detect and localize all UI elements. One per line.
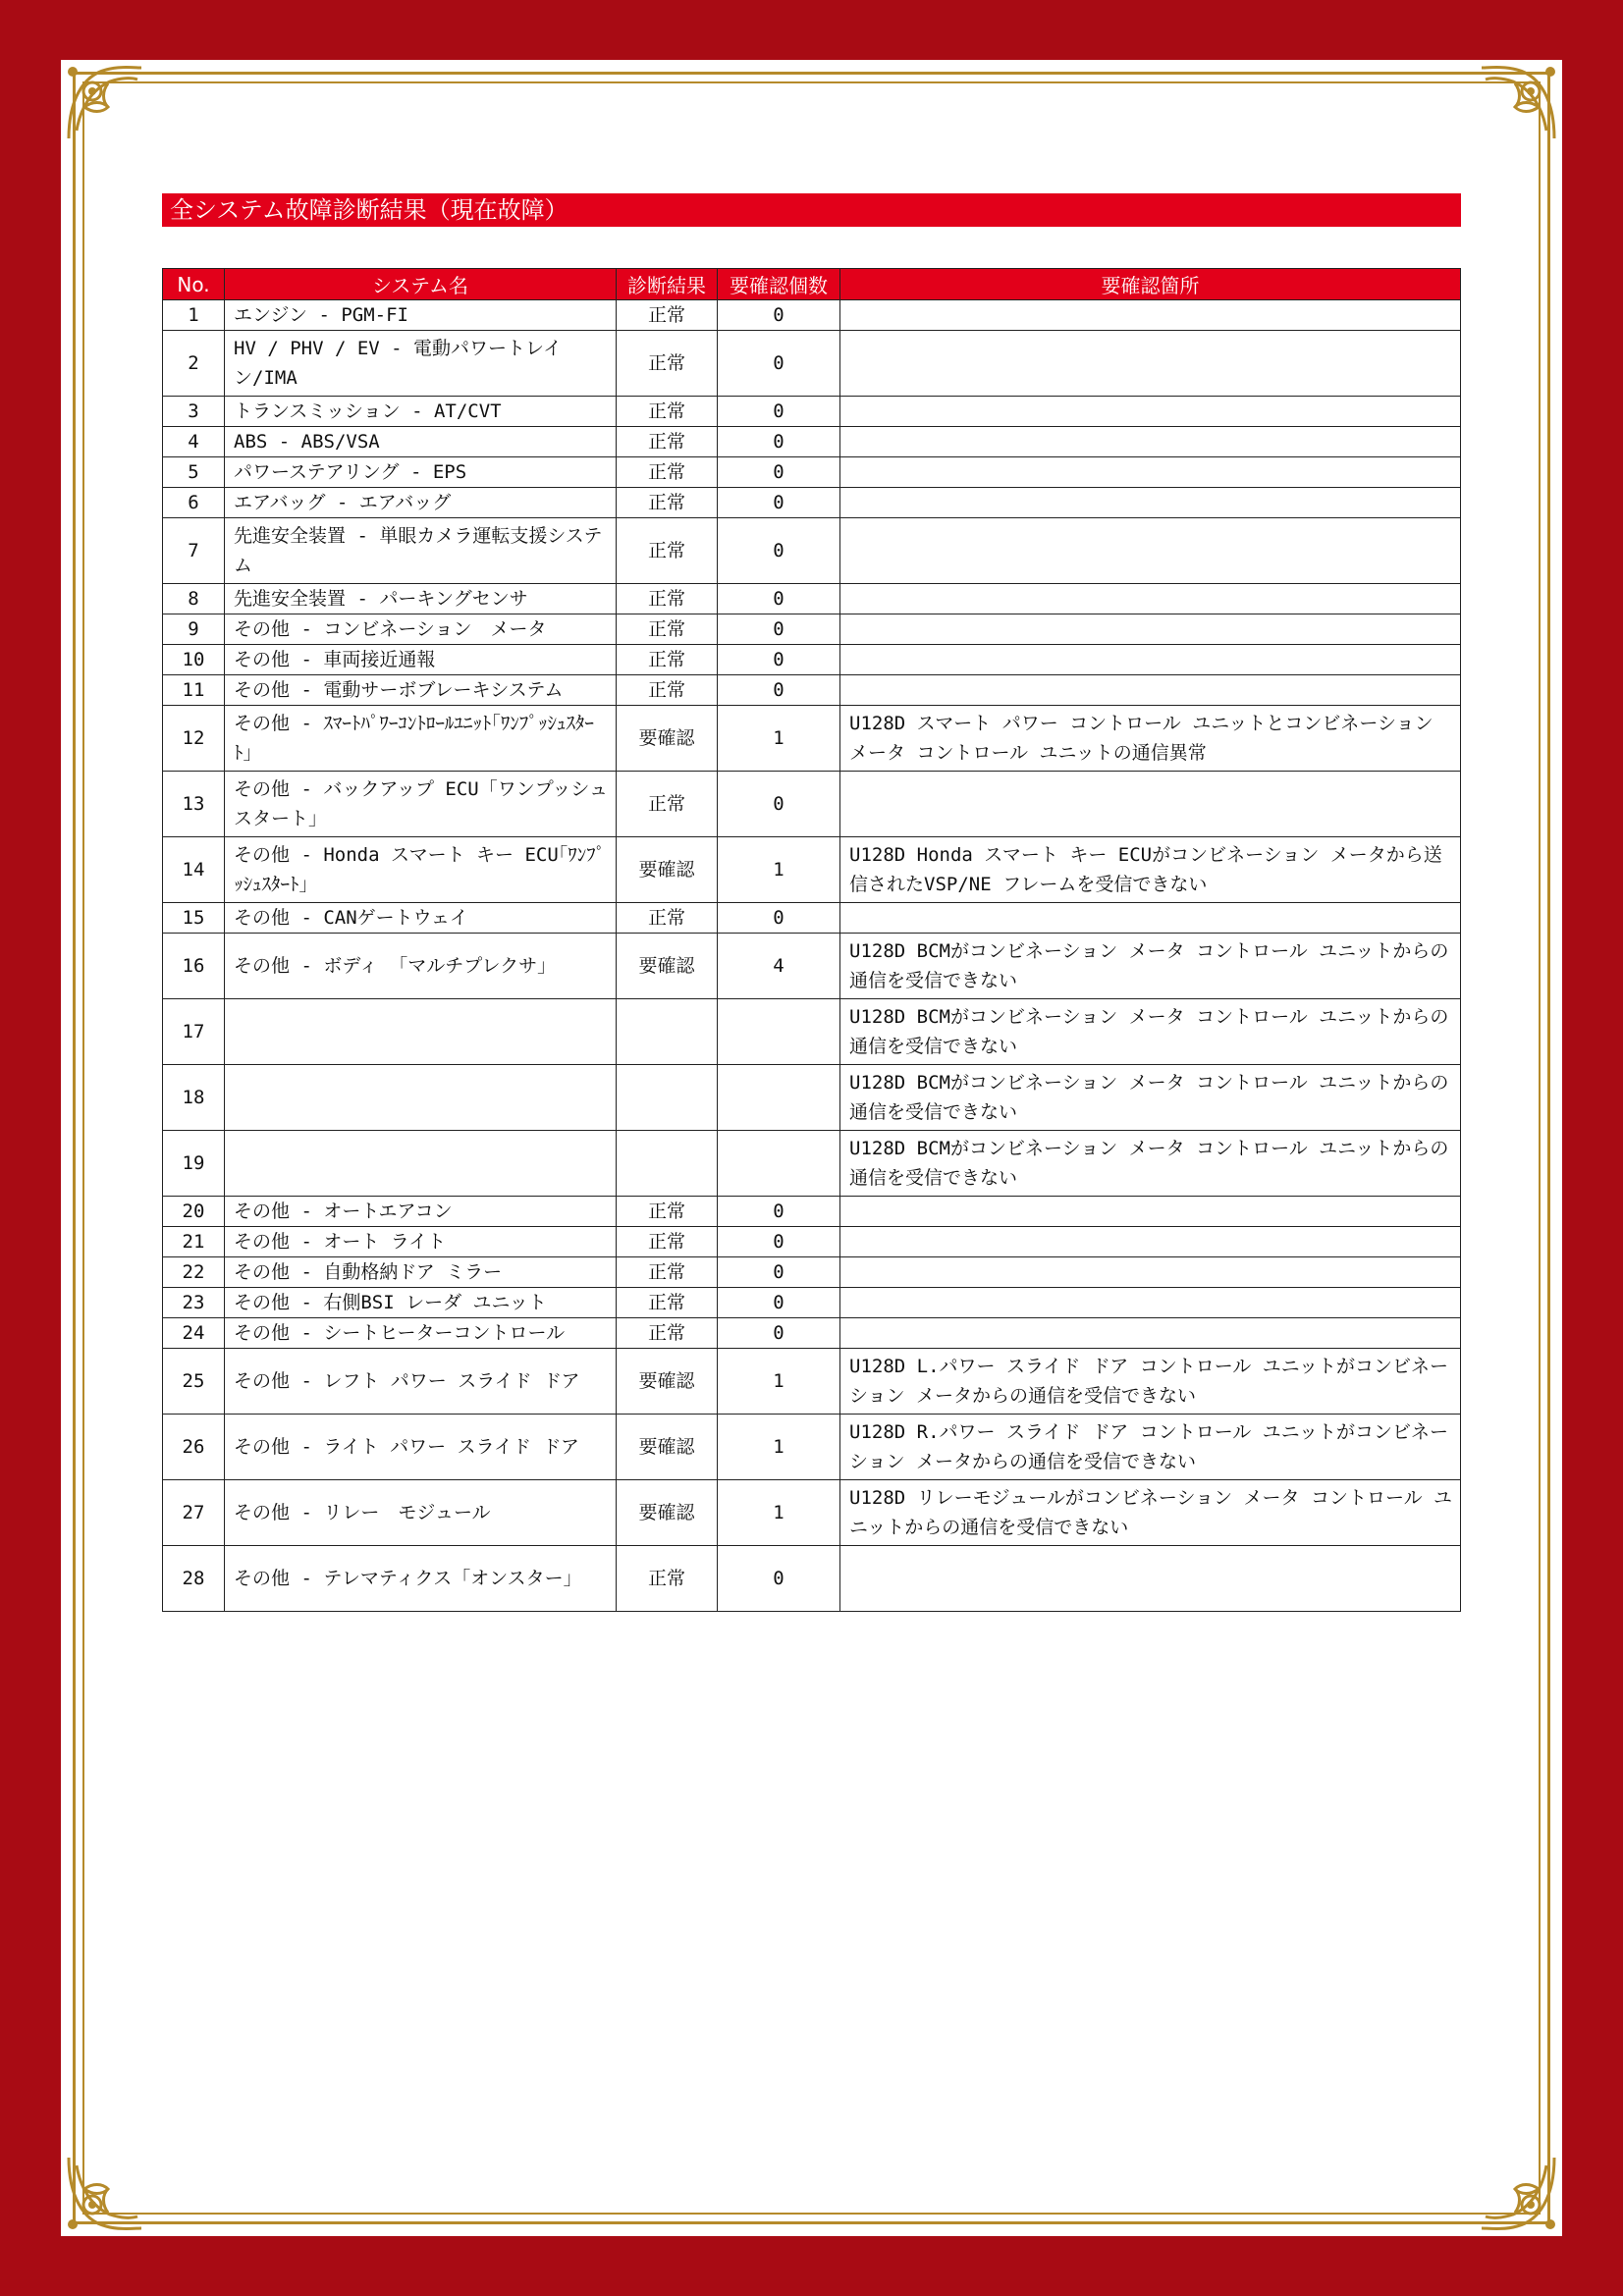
cell-result: 正常 [617, 772, 718, 837]
cell-no: 18 [163, 1065, 225, 1131]
table-row [163, 488, 1461, 518]
cell-no: 16 [163, 934, 225, 999]
table-row [163, 1480, 1461, 1546]
cell-no: 9 [163, 614, 225, 645]
cell-detail [840, 488, 1461, 518]
cell-count: 0 [718, 331, 840, 397]
cell-system-name: その他 - Honda スマート キー ECU｢ﾜﾝﾌﾟｯｼｭｽﾀｰﾄ｣ [225, 837, 617, 903]
header-count: 要確認個数 [718, 269, 840, 300]
cell-no: 22 [163, 1257, 225, 1288]
cell-detail [840, 518, 1461, 584]
cell-system-name: その他 - ｽﾏｰﾄﾊﾟﾜｰｺﾝﾄﾛｰﾙﾕﾆｯﾄ｢ﾜﾝﾌﾟｯｼｭｽﾀｰﾄ｣ [225, 706, 617, 772]
cell-no: 17 [163, 999, 225, 1065]
cell-detail: U128D Honda スマート キー ECUがコンビネーション メータから送信されたVSP/NE フレームを受信できない [840, 837, 1461, 903]
cell-detail [840, 584, 1461, 614]
cell-result: 要確認 [617, 837, 718, 903]
ornament-corner-icon [1478, 62, 1560, 144]
cell-no: 10 [163, 645, 225, 675]
table-row [163, 772, 1461, 837]
cell-count: 0 [718, 397, 840, 427]
cell-count: 0 [718, 584, 840, 614]
cell-no: 15 [163, 903, 225, 934]
cell-no: 14 [163, 837, 225, 903]
header-detail: 要確認箇所 [840, 269, 1461, 300]
cell-detail: U128D リレーモジュールがコンビネーション メータ コントロール ユニットからの通信を受信できない [840, 1480, 1461, 1546]
cell-detail: U128D BCMがコンビネーション メータ コントロール ユニットからの通信を受信できない [840, 1131, 1461, 1197]
cell-count: 0 [718, 1546, 840, 1612]
table-row [163, 1288, 1461, 1318]
cell-count: 0 [718, 1257, 840, 1288]
cell-no: 13 [163, 772, 225, 837]
cell-detail [840, 1257, 1461, 1288]
cell-system-name: その他 - バックアップ ECU「ワンプッシュスタート」 [225, 772, 617, 837]
table-row [163, 300, 1461, 331]
table-row [163, 1227, 1461, 1257]
report-page [61, 60, 1562, 2236]
cell-detail [840, 457, 1461, 488]
cell-system-name: パワーステアリング - EPS [225, 457, 617, 488]
cell-detail: U128D L.パワー スライド ドア コントロール ユニットがコンビネーション メータからの通信を受信できない [840, 1349, 1461, 1415]
cell-result: 正常 [617, 488, 718, 518]
cell-count: 0 [718, 427, 840, 457]
table-row [163, 1318, 1461, 1349]
cell-count: 4 [718, 934, 840, 999]
table-row [163, 675, 1461, 706]
cell-no: 8 [163, 584, 225, 614]
table-row [163, 837, 1461, 903]
table-row [163, 1257, 1461, 1288]
cell-detail [840, 397, 1461, 427]
cell-detail [840, 331, 1461, 397]
cell-system-name: その他 - ライト パワー スライド ドア [225, 1415, 617, 1480]
section-title: 全システム故障診断結果（現在故障） [162, 193, 1461, 227]
cell-count: 0 [718, 1288, 840, 1318]
cell-result: 正常 [617, 427, 718, 457]
cell-no: 25 [163, 1349, 225, 1415]
cell-detail [840, 1546, 1461, 1612]
cell-result: 要確認 [617, 706, 718, 772]
table-row [163, 614, 1461, 645]
cell-count: 0 [718, 675, 840, 706]
cell-no: 28 [163, 1546, 225, 1612]
table-row [163, 1415, 1461, 1480]
cell-count: 0 [718, 772, 840, 837]
cell-result [617, 999, 718, 1065]
table-row [163, 706, 1461, 772]
cell-result: 正常 [617, 1318, 718, 1349]
table-row [163, 427, 1461, 457]
cell-system-name: ABS - ABS/VSA [225, 427, 617, 457]
cell-no: 1 [163, 300, 225, 331]
cell-system-name: 先進安全装置 - 単眼カメラ運転支援システム [225, 518, 617, 584]
cell-system-name: その他 - オートエアコン [225, 1197, 617, 1227]
cell-result: 正常 [617, 903, 718, 934]
header-result: 診断結果 [617, 269, 718, 300]
cell-count: 0 [718, 518, 840, 584]
cell-result: 正常 [617, 1546, 718, 1612]
cell-count: 1 [718, 1480, 840, 1546]
cell-no: 3 [163, 397, 225, 427]
table-row [163, 934, 1461, 999]
cell-system-name: エンジン - PGM-FI [225, 300, 617, 331]
cell-result: 要確認 [617, 934, 718, 999]
cell-no: 24 [163, 1318, 225, 1349]
cell-no: 4 [163, 427, 225, 457]
cell-system-name: HV / PHV / EV - 電動パワートレイン/IMA [225, 331, 617, 397]
cell-no: 5 [163, 457, 225, 488]
table-row [163, 1131, 1461, 1197]
cell-count [718, 1065, 840, 1131]
cell-detail: U128D BCMがコンビネーション メータ コントロール ユニットからの通信を受信できない [840, 1065, 1461, 1131]
cell-count: 0 [718, 1318, 840, 1349]
table-row [163, 903, 1461, 934]
cell-no: 20 [163, 1197, 225, 1227]
cell-result: 正常 [617, 397, 718, 427]
header-no: No. [163, 269, 225, 300]
cell-no: 6 [163, 488, 225, 518]
table-row [163, 397, 1461, 427]
ornament-corner-icon [63, 2152, 145, 2234]
cell-count: 1 [718, 1349, 840, 1415]
cell-result: 正常 [617, 645, 718, 675]
cell-result: 正常 [617, 331, 718, 397]
cell-no: 26 [163, 1415, 225, 1480]
cell-system-name: 先進安全装置 - パーキングセンサ [225, 584, 617, 614]
cell-system-name: その他 - シートヒーターコントロール [225, 1318, 617, 1349]
cell-no: 27 [163, 1480, 225, 1546]
cell-detail [840, 1227, 1461, 1257]
cell-system-name: その他 - 自動格納ドア ミラー [225, 1257, 617, 1288]
cell-system-name [225, 1065, 617, 1131]
cell-system-name [225, 1131, 617, 1197]
cell-result: 正常 [617, 457, 718, 488]
table-row [163, 645, 1461, 675]
table-row [163, 518, 1461, 584]
cell-detail [840, 614, 1461, 645]
table-row [163, 1349, 1461, 1415]
table-row [163, 1197, 1461, 1227]
cell-count: 1 [718, 1415, 840, 1480]
table-header-row [163, 269, 1461, 300]
cell-count: 0 [718, 1197, 840, 1227]
cell-detail [840, 772, 1461, 837]
cell-detail [840, 427, 1461, 457]
cell-no: 21 [163, 1227, 225, 1257]
cell-detail [840, 1288, 1461, 1318]
cell-result [617, 1065, 718, 1131]
table-row [163, 457, 1461, 488]
cell-count: 1 [718, 837, 840, 903]
cell-system-name: その他 - オート ライト [225, 1227, 617, 1257]
cell-detail [840, 645, 1461, 675]
cell-result: 正常 [617, 518, 718, 584]
cell-count: 1 [718, 706, 840, 772]
cell-detail [840, 675, 1461, 706]
cell-system-name: その他 - 右側BSI レーダ ユニット [225, 1288, 617, 1318]
cell-result: 正常 [617, 1288, 718, 1318]
table-row [163, 999, 1461, 1065]
cell-result [617, 1131, 718, 1197]
cell-result: 正常 [617, 675, 718, 706]
cell-result: 正常 [617, 614, 718, 645]
cell-detail [840, 1318, 1461, 1349]
cell-count [718, 1131, 840, 1197]
cell-count: 0 [718, 1227, 840, 1257]
cell-count: 0 [718, 300, 840, 331]
cell-system-name: トランスミッション - AT/CVT [225, 397, 617, 427]
cell-detail: U128D BCMがコンビネーション メータ コントロール ユニットからの通信を受信できない [840, 934, 1461, 999]
cell-detail: U128D R.パワー スライド ドア コントロール ユニットがコンビネーション メータからの通信を受信できない [840, 1415, 1461, 1480]
cell-count: 0 [718, 645, 840, 675]
cell-no: 12 [163, 706, 225, 772]
cell-count: 0 [718, 614, 840, 645]
cell-count: 0 [718, 903, 840, 934]
cell-count: 0 [718, 457, 840, 488]
cell-system-name: その他 - コンビネーション メータ [225, 614, 617, 645]
cell-result: 正常 [617, 1257, 718, 1288]
diagnosis-table [162, 268, 1461, 1612]
cell-no: 7 [163, 518, 225, 584]
cell-system-name: エアバッグ - エアバッグ [225, 488, 617, 518]
cell-count: 0 [718, 488, 840, 518]
table-row [163, 1546, 1461, 1612]
table-row [163, 331, 1461, 397]
cell-system-name: その他 - 電動サーボブレーキシステム [225, 675, 617, 706]
table-row [163, 1065, 1461, 1131]
cell-count [718, 999, 840, 1065]
cell-result: 正常 [617, 1197, 718, 1227]
table-row [163, 584, 1461, 614]
cell-result: 正常 [617, 584, 718, 614]
cell-system-name: その他 - レフト パワー スライド ドア [225, 1349, 617, 1415]
cell-result: 要確認 [617, 1349, 718, 1415]
cell-detail [840, 903, 1461, 934]
cell-detail: U128D BCMがコンビネーション メータ コントロール ユニットからの通信を受信できない [840, 999, 1461, 1065]
cell-result: 正常 [617, 300, 718, 331]
cell-system-name: その他 - リレー モジュール [225, 1480, 617, 1546]
header-system-name: システム名 [225, 269, 617, 300]
cell-system-name: その他 - テレマティクス「オンスター」 [225, 1546, 617, 1612]
cell-result: 要確認 [617, 1415, 718, 1480]
cell-system-name: その他 - 車両接近通報 [225, 645, 617, 675]
cell-no: 23 [163, 1288, 225, 1318]
cell-no: 2 [163, 331, 225, 397]
cell-result: 要確認 [617, 1480, 718, 1546]
ornament-corner-icon [63, 62, 145, 144]
cell-result: 正常 [617, 1227, 718, 1257]
cell-no: 11 [163, 675, 225, 706]
cell-detail: U128D スマート パワー コントロール ユニットとコンビネーション メータ コントロール ユニットの通信異常 [840, 706, 1461, 772]
cell-system-name [225, 999, 617, 1065]
cell-no: 19 [163, 1131, 225, 1197]
cell-system-name: その他 - ボディ 「マルチプレクサ」 [225, 934, 617, 999]
cell-detail [840, 1197, 1461, 1227]
cell-system-name: その他 - CANゲートウェイ [225, 903, 617, 934]
ornament-corner-icon [1478, 2152, 1560, 2234]
cell-detail [840, 300, 1461, 331]
